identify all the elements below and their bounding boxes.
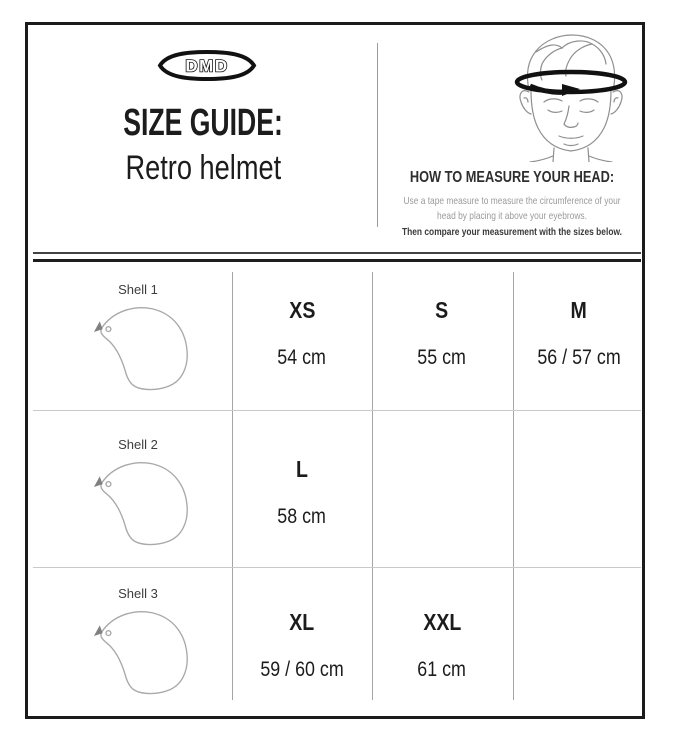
head-measure-icon — [496, 26, 646, 162]
shell-label: Shell 1 — [118, 282, 158, 297]
size-label — [489, 611, 669, 633]
helmet-icon — [86, 605, 190, 698]
head-measure-illustration — [496, 26, 646, 162]
header-left — [28, 101, 378, 188]
page-subtitle: Retro helmet — [125, 149, 281, 187]
size-value: 58 cm — [277, 505, 327, 528]
measure-note-line2: head by placing it above your eyebrows. — [437, 210, 587, 222]
size-label — [489, 458, 669, 480]
shell-cell-3 — [72, 586, 204, 698]
measure-note-line1: Use a tape measure to measure the circumference of your — [403, 195, 621, 207]
shell-label: Shell 3 — [118, 586, 158, 601]
size-cell-empty — [489, 458, 669, 527]
size-label: XL — [289, 609, 315, 635]
size-value: 54 cm — [277, 346, 327, 369]
size-value: 56 / 57 cm — [537, 346, 621, 369]
header-divider — [377, 43, 378, 227]
size-value: 61 cm — [417, 658, 467, 681]
size-label: XXL — [422, 609, 462, 635]
size-label: S — [435, 297, 449, 323]
double-rule-top — [33, 252, 641, 254]
row-divider-1 — [33, 410, 641, 411]
page-title: SIZE GUIDE: — [123, 102, 283, 144]
helmet-icon — [86, 301, 190, 394]
measure-heading: HOW TO MEASURE YOUR HEAD: — [409, 169, 615, 186]
size-label: L — [296, 456, 308, 482]
size-cell-empty — [489, 611, 669, 680]
size-value: 55 cm — [417, 346, 467, 369]
measure-note-bold: Then compare your measurement with the sizes below. — [401, 226, 622, 238]
size-value: 59 / 60 cm — [260, 658, 344, 681]
size-label: M — [570, 297, 588, 323]
dmd-logo-icon — [157, 50, 257, 81]
dmd-logo-text: DMD — [185, 56, 229, 76]
shell-cell-2 — [72, 437, 204, 549]
size-label: XS — [288, 297, 316, 323]
shell-label: Shell 2 — [118, 437, 158, 452]
helmet-icon — [86, 456, 190, 549]
size-value — [489, 660, 669, 680]
shell-cell-1 — [72, 282, 204, 394]
size-value — [489, 507, 669, 527]
dmd-logo — [157, 50, 257, 81]
double-rule-bottom — [33, 259, 641, 262]
size-cell-m — [489, 299, 669, 368]
row-divider-2 — [33, 567, 641, 568]
measure-instructions — [384, 168, 640, 240]
